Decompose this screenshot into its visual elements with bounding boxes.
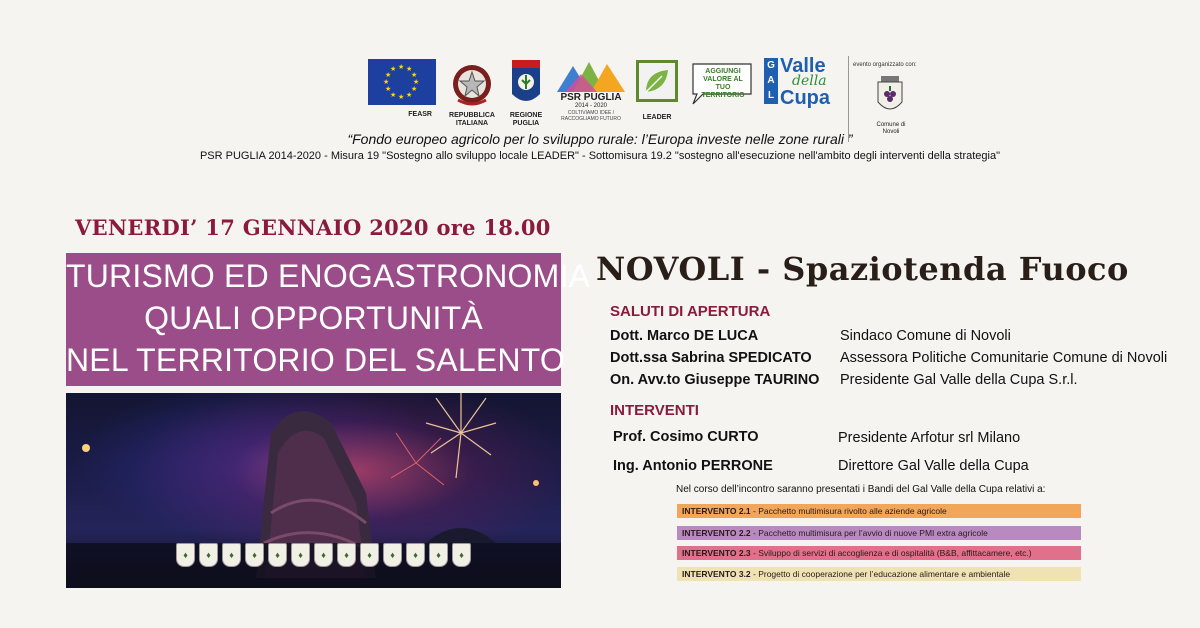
speaker-role: Presidente Gal Valle della Cupa S.r.l. <box>840 372 1078 388</box>
crest-icon: ♦ <box>291 543 310 567</box>
event-date: VENERDI’ 17 GENNAIO 2020 ore 18.00 <box>75 215 551 240</box>
bando-code: INTERVENTO 3.2 <box>682 569 751 579</box>
comune-novoli-logo <box>848 56 929 142</box>
speaker-name: Dott.ssa Sabrina SPEDICATO <box>610 350 812 366</box>
title-line-1: TURISMO ED ENOGASTRONOMIA <box>66 258 591 294</box>
aggiungi-label: AGGIUNGI VALORE AL TUO TERRITORIO <box>701 68 745 99</box>
crest-icon: ♦ <box>337 543 356 567</box>
novoli-crest-icon <box>875 76 905 116</box>
bando-bar <box>677 567 1081 581</box>
gal-valle: Valle <box>780 55 826 77</box>
event-photo <box>66 393 561 588</box>
psr-puglia-logo <box>554 58 628 122</box>
crest-icon: ♦ <box>245 543 264 567</box>
crest-icon: ♦ <box>268 543 287 567</box>
venue-title: NOVOLI - Spaziotenda Fuoco <box>596 250 1129 288</box>
bando-bar <box>677 546 1081 560</box>
bando-code: INTERVENTO 2.3 <box>682 548 751 558</box>
regione-logo <box>508 58 544 128</box>
speaker-name: Prof. Cosimo CURTO <box>613 429 759 445</box>
gal-vertical-icon: G A L <box>764 58 778 104</box>
aggiungi-valore-logo <box>689 60 755 106</box>
leader-logo <box>633 60 681 122</box>
evento-label: evento organizzato con: <box>853 62 917 68</box>
crest-icon: ♦ <box>383 543 402 567</box>
regione-label: REGIONE PUGLIA <box>509 112 543 127</box>
feasr-logo <box>368 59 436 118</box>
interventi-heading: INTERVENTI <box>610 402 699 419</box>
speaker-name: Dott. Marco DE LUCA <box>610 328 759 344</box>
eu-flag-icon: ★ ★ ★ ★ ★ ★ ★ ★ ★ ★ ★ ★ <box>368 59 436 105</box>
bando-bar <box>677 504 1081 518</box>
crest-icon: ♦ <box>406 543 425 567</box>
bando-text: - Progetto di cooperazione per l’educazione alimentare e ambientale <box>750 569 1011 579</box>
psr-mountains-icon <box>555 58 627 92</box>
speaker-role: Sindaco Comune di Novoli <box>840 328 1011 344</box>
psr-label: PSR PUGLIA <box>560 92 622 103</box>
psr-years: 2014 - 2020 <box>574 103 608 109</box>
speaker-name: On. Avv.to Giuseppe TAURINO <box>610 372 820 388</box>
gal-della: della <box>792 73 827 89</box>
crest-icon: ♦ <box>314 543 333 567</box>
title-box <box>66 253 591 386</box>
bando-text: - Pacchetto multimisura rivolto alle aziende agricole <box>750 506 947 516</box>
title-line-2: QUALI OPPORTUNITÀ <box>144 300 483 336</box>
crest-icon: ♦ <box>452 543 471 567</box>
crest-icon: ♦ <box>199 543 218 567</box>
psr-line: PSR PUGLIA 2014-2020 - Misura 19 "Sostegno allo sviluppo locale LEADER" - Sottomisura 19.2 "sostegno all'esecuzione nell'ambito degli interventi della strategia" <box>199 150 1001 162</box>
gal-valle-cupa-logo <box>764 55 836 116</box>
repubblica-label: REPUBBLICA ITALIANA <box>449 112 495 127</box>
bando-text: - Sviluppo di servizi di accoglienza e di ospitalità (B&B, affittacamere, etc.) <box>750 548 1032 558</box>
bando-code: INTERVENTO 2.1 <box>682 506 751 516</box>
bando-code: INTERVENTO 2.2 <box>682 528 751 538</box>
crest-icon: ♦ <box>429 543 448 567</box>
regione-shield-icon <box>510 58 542 110</box>
italian-emblem-icon <box>448 60 496 110</box>
speaker-role: Presidente Arfotur srl Milano <box>838 430 1021 446</box>
leader-label: LEADER <box>642 114 672 121</box>
repubblica-logo <box>446 60 498 128</box>
title-line-3: NEL TERRITORIO DEL SALENTO <box>66 342 565 378</box>
feasr-label: FEASR <box>408 111 432 118</box>
speaker-role: Direttore Gal Valle della Cupa <box>838 458 1029 474</box>
psr-tagline: COLTIVIAMO IDEE / RACCOGLIAMO FUTURO <box>561 110 621 122</box>
speaker-name: Ing. Antonio PERRONE <box>613 458 773 474</box>
crest-icon: ♦ <box>176 543 195 567</box>
fund-quote: “Fondo europeo agricolo per lo sviluppo rurale: l’Europa investe nelle zone rurali ” <box>347 131 853 147</box>
crest-icon: ♦ <box>360 543 379 567</box>
crest-icon: ♦ <box>222 543 241 567</box>
saluti-heading: SALUTI DI APERTURA <box>610 303 771 320</box>
speaker-role: Assessora Politiche Comunitarie Comune di Novoli <box>840 350 1168 366</box>
leader-leaf-icon <box>636 60 678 102</box>
bando-text: - Pacchetto multimisura per l’avvio di nuove PMI extra agricole <box>750 528 988 538</box>
comune-label: Comune di Novoli <box>876 122 906 135</box>
municipal-crests-row <box>176 543 471 571</box>
bandi-note: Nel corso dell’incontro saranno presentati i Bandi del Gal Valle della Cupa relativi a: <box>676 484 1046 495</box>
gal-cupa: Cupa <box>780 87 830 109</box>
bando-bar <box>677 526 1081 540</box>
